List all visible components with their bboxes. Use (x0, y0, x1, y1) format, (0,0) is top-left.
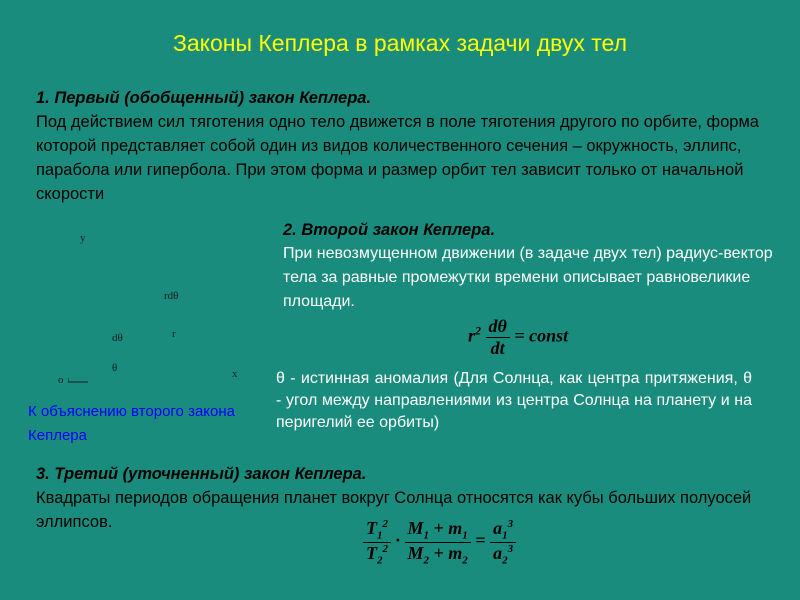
formula2-m2-sub: 2 (462, 554, 468, 567)
diagram-label-y: y (80, 232, 86, 244)
second-law-formula (468, 316, 568, 359)
law1-block (36, 86, 776, 206)
formula2-a1-sup: 3 (507, 518, 514, 530)
formula2-T2-sub: 2 (377, 554, 383, 567)
formula1-r: r (468, 325, 476, 346)
formula2-plus-bottom: + (433, 542, 444, 563)
law2-text: При невозмущенном движении (в задаче двух тел) радиус-вектор тела за равные промежутки времени описывает равновеликие площади. (283, 245, 773, 310)
formula2-M1: M (407, 518, 424, 538)
formula2-M1-sub: 1 (423, 529, 430, 542)
formula2-mass-fraction (405, 518, 471, 566)
law1-text: Под действием сил тяготения одно тело движется в поле тяготения другого по орбите, форма которой представляет собой один из видов количественного сечения – окружность, эллипс, парабола или гипербола. При этом форма и размер орбит тел зависит только от начальной скорости (36, 113, 759, 203)
theta-note: θ - истинная аномалия (Для Солнца, как центра притяжения, θ - угол между направлениями из центра Солнца на планету и на перигелий ее орбиты) (276, 370, 752, 431)
formula2-axis-fraction (490, 518, 516, 566)
formula2-a2-sup: 3 (507, 542, 514, 555)
formula2-M2: M (407, 542, 424, 563)
formula2-m1: m (448, 518, 463, 538)
formula2-m2: m (448, 542, 463, 563)
formula2-a2: a (493, 542, 503, 563)
formula1-right: = const (514, 325, 569, 346)
formula2-T2: T (366, 542, 377, 563)
formula2-eq: = (475, 530, 486, 551)
formula1-power: 2 (475, 323, 482, 338)
slide-title: Законы Кеплера в рамках задачи двух тел (172, 30, 627, 56)
formula2-a2-sub: 2 (502, 554, 508, 567)
diagram-label-origin: o (58, 374, 64, 386)
formula2-period-fraction (363, 518, 391, 566)
formula2-plus-top: + (433, 518, 444, 538)
diagram-label-theta: θ (112, 362, 118, 374)
diagram-label-x: x (232, 368, 238, 380)
law2-heading: 2. Второй закон Кеплера. (283, 221, 496, 239)
formula2-T1-sup: 2 (382, 518, 388, 530)
formula1-num: dθ (486, 316, 510, 338)
formula2-T1: T (366, 518, 377, 538)
law3-text: Квадраты периодов обращения планет вокруг Солнца относятся как кубы больших полуосей эллипсов. (36, 489, 752, 531)
origin-axis-mark (68, 378, 92, 386)
third-law-formula (363, 518, 516, 566)
formula2-m1-sub: 1 (462, 529, 468, 542)
diagram (40, 220, 270, 400)
formula1-den: dt (490, 338, 505, 358)
law3-heading: 3. Третий (уточненный) закон Кеплера. (36, 465, 367, 483)
law2-block (283, 218, 783, 314)
law1-heading: 1. Первый (обобщенный) закон Кеплера. (36, 89, 372, 107)
diagram-label-rdtheta: rdθ (164, 290, 179, 302)
diagram-label-dtheta: dθ (112, 332, 123, 344)
formula2-a1: a (493, 518, 503, 538)
formula2-dot: · (395, 530, 400, 551)
formula2-a1-sub: 1 (502, 529, 508, 542)
diagram-label-r: r (172, 328, 176, 340)
formula2-T2-sup: 2 (382, 542, 388, 555)
diagram-caption: К объяснению второго закона Кеплера (28, 403, 235, 444)
formula1-fraction (486, 316, 510, 359)
formula2-T1-sub: 1 (377, 529, 383, 542)
formula2-M2-sub: 2 (423, 554, 430, 567)
